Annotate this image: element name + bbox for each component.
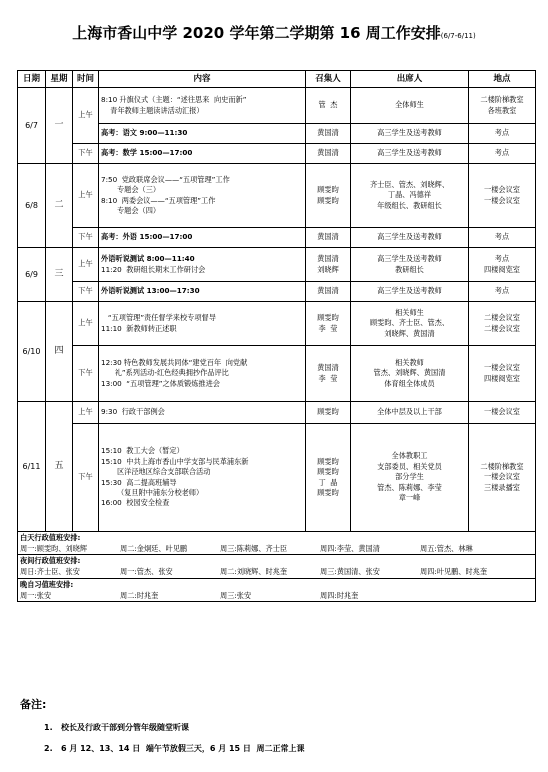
time-cell: 下午: [73, 144, 99, 164]
content-cell: [99, 402, 306, 424]
title-main: 上海市香山中学 2020 学年第二学期第 16 周工作安排: [72, 24, 441, 42]
attendees-cell-line: 高三学生及送考教师: [377, 128, 442, 138]
convener-cell: [306, 228, 351, 248]
convener-cell-line: 黄国清: [317, 254, 339, 264]
night-duty-entry: 周二:刘晓辉、时兆奎: [220, 567, 288, 577]
time-cell: 上午: [73, 402, 99, 424]
night-duty-entry: 周四:叶见鹏、时兆奎: [420, 567, 488, 577]
attendees-cell: [351, 402, 469, 424]
convener-cell-line: 刘晓辉: [317, 264, 339, 274]
location-cell-line: 考点: [494, 232, 510, 242]
schedule-row: [18, 248, 536, 282]
attendees-cell: [351, 424, 469, 532]
header-attendees: 出席人: [351, 71, 469, 88]
time-cell: 上午: [73, 88, 99, 144]
study-duty-entry: 周一:张安: [20, 590, 52, 600]
night-duty-line: [20, 566, 533, 577]
header-date: 日期: [18, 71, 46, 88]
location-cell-line: 二楼会议室: [484, 313, 520, 323]
content-cell-line: 13:00 “五项管理”之体质锻炼推进会: [101, 378, 220, 388]
content-cell: [99, 124, 306, 144]
night-duty-entry: 周日:齐士臣、张安: [20, 567, 80, 577]
content-cell-line: 高考：语文 9:00—11:30: [101, 128, 188, 138]
location-cell-line: 二楼会议室: [484, 323, 520, 333]
convener-cell: [306, 164, 351, 228]
content-cell: [99, 424, 306, 532]
attendees-cell-line: 部分学生: [395, 472, 424, 482]
time-cell: 下午: [73, 424, 99, 532]
content-cell-line: 高考：外语 15:00—17:00: [101, 232, 193, 242]
location-cell: [469, 346, 536, 402]
attendees-cell-line: 齐士臣、管杰、刘晓辉、: [369, 179, 450, 189]
location-cell: [469, 88, 536, 124]
content-cell: [99, 282, 306, 302]
content-cell-line: 15:30 高二提高班辅导: [101, 477, 177, 487]
content-cell: [99, 88, 306, 124]
attendees-cell-line: 体育组全体成员: [384, 378, 435, 388]
attendees-cell: [351, 282, 469, 302]
convener-cell: [306, 282, 351, 302]
time-cell: 上午: [73, 302, 99, 346]
location-cell-line: 考点: [494, 254, 510, 264]
content-cell: [99, 248, 306, 282]
content-cell-line: 11:10 新教师转正述职: [101, 323, 177, 333]
location-cell: [469, 282, 536, 302]
convener-cell-line: 顾雯昀: [317, 487, 339, 497]
time-cell: 上午: [73, 248, 99, 282]
location-cell-line: 一楼会议室: [484, 472, 520, 482]
location-cell-line: 一楼会议室: [484, 407, 520, 417]
schedule-body: [18, 71, 536, 602]
day-duty-entry: 周三:陈莉娜、齐士臣: [220, 544, 288, 554]
night-duty-title: 夜间行政值班安排:: [20, 556, 81, 566]
attendees-cell: [351, 346, 469, 402]
schedule-row: [18, 282, 536, 302]
day-duty-cell: [18, 532, 536, 555]
convener-cell: [306, 424, 351, 532]
weekday-cell: 五: [46, 402, 73, 532]
location-cell-line: 考点: [494, 128, 510, 138]
schedule-row: [18, 302, 536, 346]
attendees-cell: [351, 302, 469, 346]
location-cell: [469, 144, 536, 164]
convener-cell-line: 顾雯昀: [317, 185, 339, 195]
attendees-cell-line: 章一峰: [398, 493, 421, 503]
study-duty-entry: 周二:时兆奎: [120, 590, 159, 600]
weekday-cell: 二: [46, 164, 73, 248]
location-cell: [469, 248, 536, 282]
convener-cell: [306, 248, 351, 282]
location-cell: [469, 424, 536, 532]
location-cell-line: 一楼会议室: [484, 363, 520, 373]
content-cell-line: “五项管理”责任督学来校专项督导: [101, 313, 216, 323]
location-cell-line: 一楼会议室: [484, 195, 520, 205]
content-cell-line: 专题会（三）: [101, 185, 161, 195]
date-cell: 6/11: [18, 402, 46, 532]
location-cell-line: 考点: [494, 286, 510, 296]
day-duty-entry: 周四:李莹、黄国清: [320, 544, 380, 554]
schedule-table: [17, 70, 536, 602]
attendees-cell-line: 高三学生及送考教师: [377, 286, 442, 296]
page-title: [0, 22, 548, 43]
study-duty-entry: 周四:时兆奎: [320, 590, 359, 600]
study-duty-entry: 周三:张安: [220, 590, 252, 600]
notes-title: 备注:: [20, 698, 47, 711]
attendees-cell-line: 高三学生及送考教师: [377, 232, 442, 242]
schedule-row: [18, 346, 536, 402]
night-duty-entry: 周一:管杰、张安: [120, 567, 173, 577]
time-cell: 下午: [73, 228, 99, 248]
study-duty-title: 晚自习值班安排:: [20, 579, 74, 589]
content-cell-line: 12:30 特色教师发展共同体“建党百年 向党献: [101, 357, 248, 367]
schedule-row: [18, 228, 536, 248]
content-cell: [99, 346, 306, 402]
schedule-row: [18, 164, 536, 228]
attendees-cell: [351, 164, 469, 228]
study-duty: [18, 578, 536, 601]
convener-cell-line: 黄国清: [317, 128, 339, 138]
attendees-cell-line: 全体教职工: [391, 451, 428, 461]
attendees-cell-line: 教研组长: [395, 264, 424, 274]
content-cell-line: 青年教师主题读讲活动汇报）: [101, 105, 204, 115]
night-duty-entry: 周三:黄国清、张安: [320, 567, 380, 577]
location-cell-line: 三楼录播室: [484, 482, 520, 492]
convener-cell: [306, 402, 351, 424]
header-location: 地点: [469, 71, 536, 88]
night-duty: [18, 555, 536, 578]
attendees-cell-line: 相关师生: [395, 307, 424, 317]
time-cell: 下午: [73, 282, 99, 302]
attendees-cell-line: 支部委员、相关党员: [377, 461, 442, 471]
content-cell-line: （复旦附中浦东分校老师）: [101, 487, 204, 497]
day-duty-entry: 周五:管杰、林琳: [420, 544, 473, 554]
content-cell: [99, 164, 306, 228]
location-cell-line: 二楼阶梯教室: [480, 461, 524, 471]
header-convener: 召集人: [306, 71, 351, 88]
date-cell: 6/7: [18, 88, 46, 164]
content-cell-line: 专题会（四）: [101, 205, 161, 215]
weekday-cell: 四: [46, 302, 73, 402]
convener-cell: [306, 302, 351, 346]
location-cell-line: 四楼阅览室: [484, 373, 520, 383]
content-cell: [99, 302, 306, 346]
header-time: 时间: [73, 71, 99, 88]
attendees-cell-line: 管杰、陈莉娜、李莹: [377, 482, 442, 492]
content-cell: [99, 144, 306, 164]
date-cell: 6/10: [18, 302, 46, 402]
content-cell-line: 高考：数学 15:00—17:00: [101, 148, 193, 158]
convener-cell-line: 李 莹: [318, 373, 338, 383]
schedule-row: [18, 144, 536, 164]
convener-cell-line: 黄国清: [317, 148, 339, 158]
content-cell-line: 7:50 党政联席会议——“五项管理”工作: [101, 174, 230, 184]
location-cell: [469, 302, 536, 346]
date-cell: 6/9: [18, 248, 46, 302]
day-duty-entry: 周一:顾雯昀、刘晓辉: [20, 544, 88, 554]
convener-cell-line: 管 杰: [318, 100, 338, 110]
content-cell-line: 15:10 中共上海市香山中学支部与民革浦东新: [101, 456, 249, 466]
note-item-1: 1. 校长及行政干部到分管年级随堂听课: [44, 723, 189, 732]
convener-cell-line: 丁 晶: [318, 477, 338, 487]
convener-cell-line: 黄国清: [317, 286, 339, 296]
content-cell-line: 外语听说测试 13:00—17:30: [101, 286, 200, 296]
location-cell: [469, 164, 536, 228]
attendees-cell: [351, 228, 469, 248]
schedule-row: [18, 424, 536, 532]
schedule-row: [18, 402, 536, 424]
notes-section: [20, 696, 530, 754]
header-weekday: 星期: [46, 71, 73, 88]
weekday-cell: 三: [46, 248, 73, 302]
attendees-cell-line: 相关教师: [395, 357, 424, 367]
location-cell-line: 考点: [494, 148, 510, 158]
study-duty-cell: [18, 578, 536, 601]
convener-cell: [306, 346, 351, 402]
day-duty: [18, 532, 536, 555]
attendees-cell: [351, 144, 469, 164]
day-duty-entry: 周二:金炯廷、叶见鹏: [120, 544, 188, 554]
attendees-cell-line: 顾雯昀、齐士臣、管杰、: [369, 318, 450, 328]
location-cell: [469, 402, 536, 424]
location-cell-line: 四楼阅览室: [484, 264, 520, 274]
date-cell: 6/8: [18, 164, 46, 248]
convener-cell: [306, 88, 351, 124]
attendees-cell-line: 管杰、刘晓辉、黄国清: [373, 368, 446, 378]
weekday-cell: 一: [46, 88, 73, 164]
schedule-row: [18, 88, 536, 124]
convener-cell-line: 顾雯昀: [317, 467, 339, 477]
attendees-cell: [351, 124, 469, 144]
attendees-cell-line: 高三学生及送考教师: [377, 148, 442, 158]
attendees-cell-line: 丁晶、冯德祥: [387, 190, 432, 200]
note-item-2: 2. 6 月 12、13、14 日 端午节放假三天，6 月 15 日 周二正常上课: [44, 744, 305, 753]
content-cell-line: 9:30 行政干部例会: [101, 407, 165, 417]
location-cell: [469, 124, 536, 144]
study-duty-line: [20, 590, 533, 601]
convener-cell-line: 李 莹: [318, 323, 338, 333]
day-duty-line: [20, 543, 533, 554]
convener-cell-line: 顾雯昀: [317, 313, 339, 323]
location-cell-line: 一楼会议室: [484, 185, 520, 195]
location-cell: [469, 228, 536, 248]
attendees-cell-line: 全体师生: [395, 100, 424, 110]
header-row: [18, 71, 536, 88]
time-cell: 下午: [73, 346, 99, 402]
content-cell-line: 16:00 校园安全检查: [101, 498, 170, 508]
content-cell-line: 外语听说测试 8:00—11:40: [101, 254, 195, 264]
night-duty-cell: [18, 555, 536, 578]
convener-cell-line: 顾雯昀: [317, 456, 339, 466]
convener-cell-line: 顾雯昀: [317, 407, 339, 417]
attendees-cell-line: 全体中层及以上干部: [377, 407, 442, 417]
location-cell-line: 二楼阶梯教室: [480, 95, 524, 105]
content-cell: [99, 228, 306, 248]
title-date-range: (6/7-6/11): [440, 32, 476, 40]
content-cell-line: 11:20 教研组长期末工作研讨会: [101, 264, 206, 274]
day-duty-title: 白天行政值班安排:: [20, 533, 81, 542]
time-cell: 上午: [73, 164, 99, 228]
content-cell-line: 礼”系列活动-红色经典拥抄作品评比: [101, 368, 229, 378]
content-cell-line: 15:10 教工大会（暂定）: [101, 446, 184, 456]
location-cell-line: 各班教室: [487, 105, 517, 115]
content-cell-line: 8:10 升旗仪式（主题：“述往思来 向史而新”: [101, 95, 247, 105]
content-cell-line: 区洋泾地区综合支部联合活动: [101, 467, 211, 477]
convener-cell: [306, 124, 351, 144]
convener-cell-line: 黄国清: [317, 232, 339, 242]
attendees-cell: [351, 88, 469, 124]
attendees-cell-line: 刘晓辉、黄国清: [384, 328, 435, 338]
attendees-cell-line: 高三学生及送考教师: [377, 254, 442, 264]
convener-cell-line: 顾雯昀: [317, 195, 339, 205]
convener-cell-line: 黄国清: [317, 363, 339, 373]
header-content: 内容: [99, 71, 306, 88]
content-cell-line: 8:10 两委会议——“五项管理”工作: [101, 195, 216, 205]
attendees-cell: [351, 248, 469, 282]
attendees-cell-line: 年级组长、教研组长: [377, 200, 442, 210]
convener-cell: [306, 144, 351, 164]
